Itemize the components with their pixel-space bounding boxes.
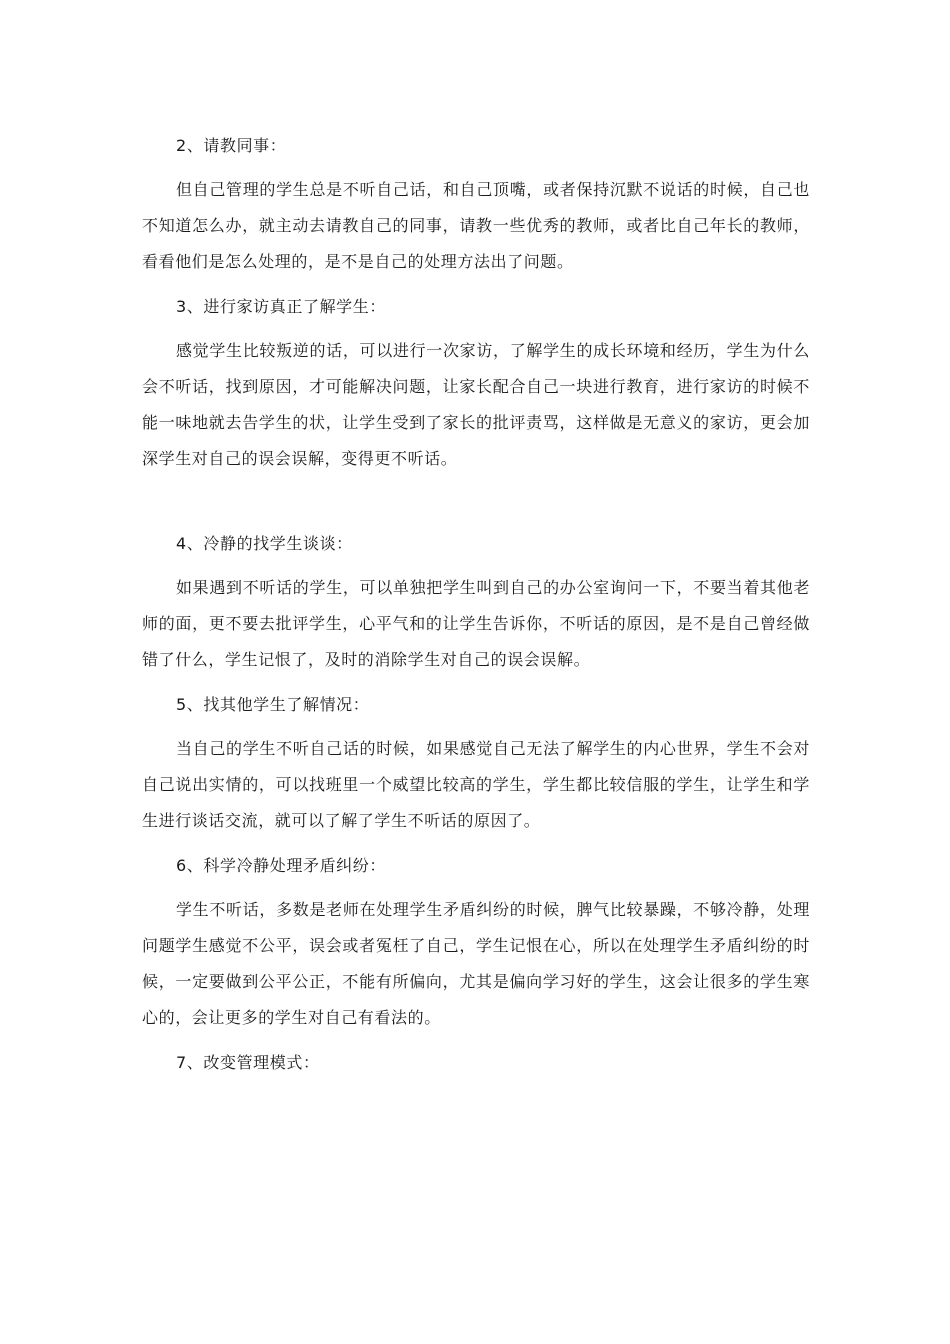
section-heading-5: 5、找其他学生了解情况： (176, 695, 370, 714)
section-paragraph-5: 当自己的学生不听自己话的时候，如果感觉自己无法了解学生的内心世界，学生不会对自己说出实情的，可以找班里一个威望比较高的学生，学生都比较信服的学生，让学生和学生进行谈话交流，就可以了解了学生不听话的原因了。 (142, 739, 810, 830)
section-heading-3: 3、进行家访真正了解学生： (176, 297, 386, 316)
document-body (142, 131, 810, 1078)
section-paragraph-4: 如果遇到不听话的学生，可以单独把学生叫到自己的办公室询问一下，不要当着其他老师的面，更不要去批评学生，心平气和的让学生告诉你，不听话的原因，是不是自己曾经做错了什么，学生记恨了，及时的消除学生对自己的误会误解。 (142, 578, 810, 669)
section-heading-7: 7、改变管理模式： (176, 1053, 320, 1072)
section-paragraph-2: 但自己管理的学生总是不听自己话，和自己顶嘴，或者保持沉默不说话的时候，自己也不知道怎么办，就主动去请教自己的同事，请教一些优秀的教师，或者比自己年长的教师，看看他们是怎么处理的，是不是自己的处理方法出了问题。 (142, 180, 810, 271)
section-paragraph-3: 感觉学生比较叛逆的话，可以进行一次家访，了解学生的成长环境和经历，学生为什么会不听话，找到原因，才可能解决问题，让家长配合自己一块进行教育，进行家访的时候不能一味地就去告学生的状，让学生受到了家长的批评责骂，这样做是无意义的家访，更会加深学生对自己的误会误解，变得更不听话。 (142, 341, 810, 468)
section-heading-2: 2、请教同事： (176, 136, 287, 155)
section-heading-4: 4、冷静的找学生谈谈： (176, 534, 353, 553)
section-paragraph-6: 学生不听话，多数是老师在处理学生矛盾纠纷的时候，脾气比较暴躁，不够冷静，处理问题学生感觉不公平，误会或者冤枉了自己，学生记恨在心，所以在处理学生矛盾纠纷的时候，一定要做到公平公正，不能有所偏向，尤其是偏向学习好的学生，这会让很多的学生寒心的，会让更多的学生对自己有看法的。 (142, 900, 810, 1027)
section-heading-6: 6、科学冷静处理矛盾纠纷： (176, 856, 386, 875)
